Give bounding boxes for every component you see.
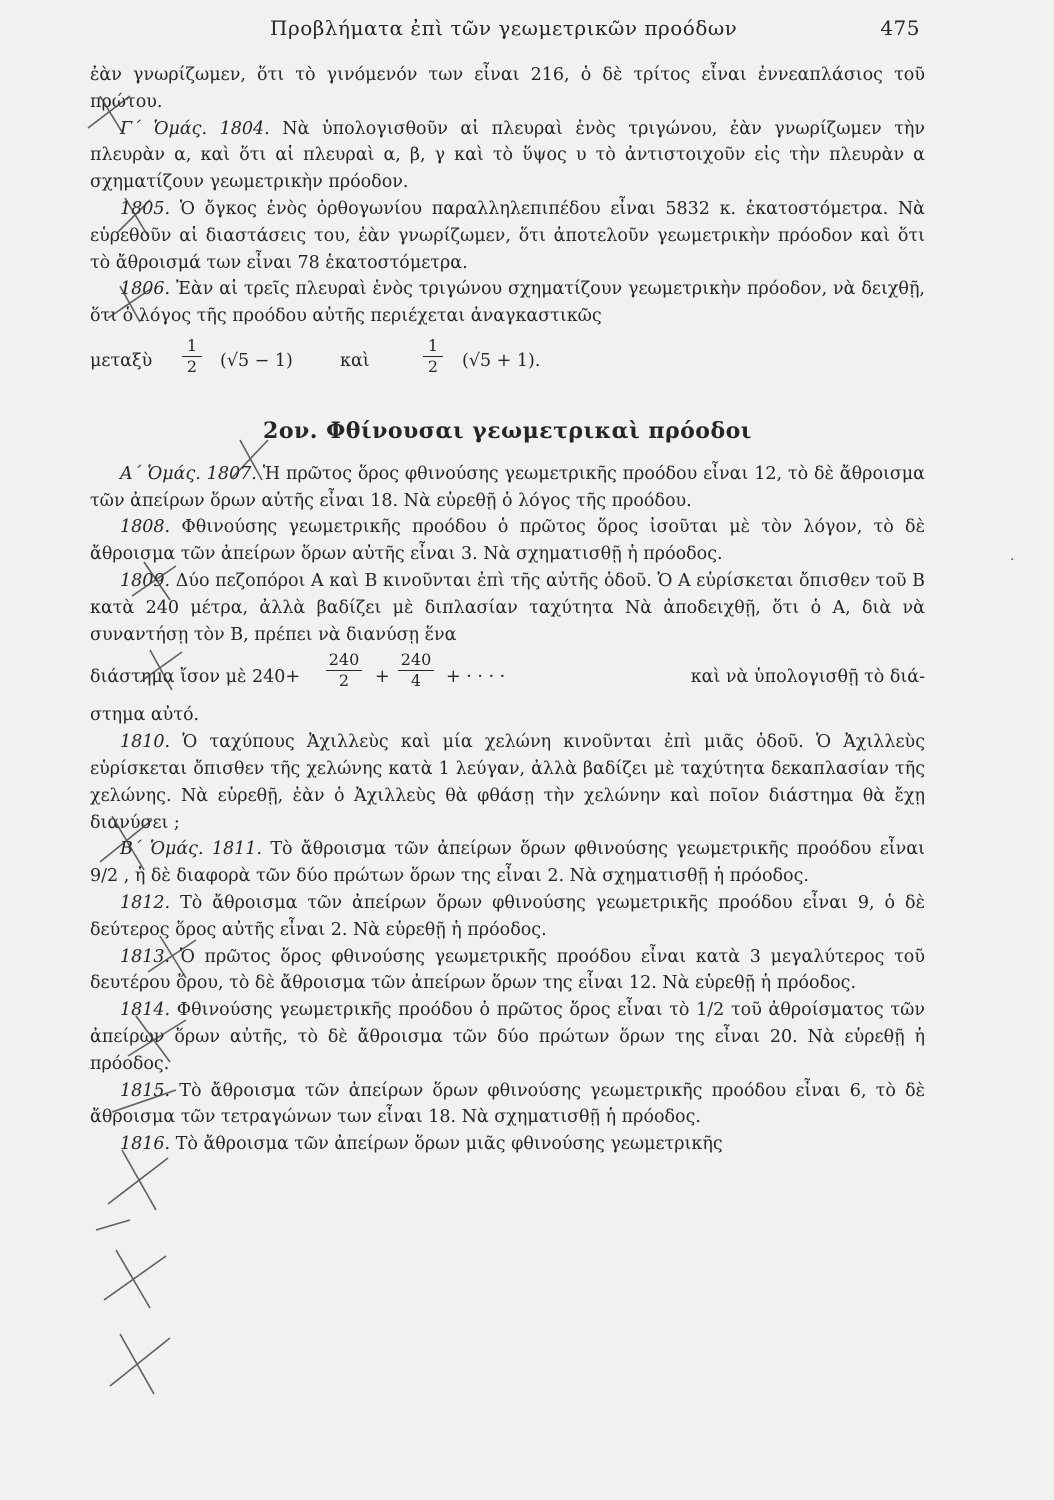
problem-number: 1814. — [120, 1000, 171, 1021]
math-word: καὶ — [340, 350, 370, 371]
problem-number: 1809. — [120, 570, 171, 591]
problem-number: Γ΄ Ὁμάς. 1804. — [120, 118, 270, 139]
problem-1808 — [90, 514, 925, 568]
problem-number: 1815. — [120, 1080, 171, 1101]
problem-text: Ἡ πρῶτος ὅρος φθινούσης γεωμετρικῆς προόδου εἶναι 12, τὸ δὲ ἄθροισμα τῶν ἀπείρων ὅρων αὐτῆς εἶναι 18. Νὰ εὑρεθῇ ὁ λόγος τῆς προόδου. — [90, 463, 925, 511]
fraction-denominator: 2 — [427, 356, 439, 376]
problem-text: Ὁ ταχύπους Ἀχιλλεὺς καὶ μία χελώνη κινοῦνται ἐπὶ μιᾶς ὁδοῦ. Ὁ Ἀχιλλεὺς εὑρίσκεται ὄπισθεν τῆς χελώνης κατὰ 1 λεύγαν, ἀλλὰ βαδίζει μὲ ταχύτητα δεκαπλασίαν τῆς χελώνης. Νὰ εὑρεθῇ, ἐὰν ὁ Ἀχιλλεὺς θὰ φθάσῃ τὴν χελώνην καὶ ποῖον διάστημα θὰ ἔχῃ διανύσει ; — [90, 732, 925, 833]
problem-1811 — [90, 836, 925, 890]
fraction — [398, 650, 434, 691]
math-text: καὶ νὰ ὑπολογισθῇ τὸ διά- — [690, 667, 925, 688]
math-operator: + — [375, 667, 390, 688]
problem-1804 — [90, 116, 925, 196]
problem-1807 — [90, 461, 925, 515]
problem-text: Ἐὰν αἱ τρεῖς πλευραὶ ἑνὸς τριγώνου σχηματίζουν γεωμετρικὴν πρόοδον, νὰ δειχθῇ, ὅτι ὁ λόγος τῆς προόδου αὐτῆς περιέχεται ἀναγκαστικῶς — [90, 279, 925, 327]
problem-1810 — [90, 729, 925, 836]
paragraph-continued: στημα αὐτό. — [90, 705, 200, 726]
problem-1815 — [90, 1078, 925, 1132]
fraction-numerator: 1 — [186, 335, 198, 355]
paragraph-continued: ἐὰν γνωρίζωμεν, ὅτι τὸ γινόμενόν των εἶναι 216, ὁ δὲ τρίτος εἶναι ἐννεαπλάσιος τοῦ πρώτου. — [90, 65, 925, 112]
problem-text: Νὰ ὑπολογισθοῦν αἱ πλευραὶ ἑνὸς τριγώνου, ἐὰν γνωρίζωμεν τὴν πλευρὰν α, καὶ ὅτι αἱ πλευραὶ α, β, γ καὶ τὸ ὕψος υ τὸ ἀντιστοιχοῦν εἰς τὴν πλευρὰν α σχηματίζουν γεωμετρικὴν πρόοδον. — [90, 118, 925, 193]
problem-number: 1806. — [120, 279, 171, 300]
running-title: Προβλήματα ἐπὶ τῶν γεωμετρικῶν προόδων — [270, 16, 738, 40]
fraction-denominator: 2 — [338, 671, 350, 691]
fraction — [182, 336, 202, 377]
pencil-mark — [108, 1150, 168, 1210]
math-expression: (√5 − 1) — [220, 350, 293, 371]
running-header — [90, 12, 920, 46]
problem-number: 1813. — [120, 946, 171, 967]
math-ellipsis: + · · · · — [446, 667, 506, 688]
problem-1809 — [90, 568, 925, 648]
formula-1809 — [90, 648, 925, 702]
problem-text: Τὸ ἄθροισμα τῶν ἀπείρων ὅρων μιᾶς φθινούσης γεωμετρικῆς — [175, 1134, 723, 1155]
problem-text: Ὁ πρῶτος ὅρος φθινούσης γεωμετρικῆς προόδου εἶναι κατὰ 3 μεγαλύτερος τοῦ δευτέρου ὅρου, τὸ δὲ ἄθροισμα τῶν ἀπείρων ὅρων της εἶναι 12. Νὰ εὑρεθῇ ἡ πρόοδος. — [90, 946, 925, 994]
problem-number: 1808. — [120, 517, 171, 538]
pencil-mark — [96, 1220, 130, 1230]
problem-number: Β΄ Ὁμάς. 1811. — [120, 839, 262, 860]
problem-number: Α΄ Ὁμάς. 1807. — [120, 463, 257, 484]
problem-text: Φθινούσης γεωμετρικῆς προόδου ὁ πρῶτος ὅρος ἰσοῦται μὲ τὸν λόγον, τὸ δὲ ἄθροισμα τῶν ἀπείρων ὅρων αὐτῆς εἶναι 3. Νὰ σχηματισθῇ ἡ πρόοδος. — [90, 517, 925, 565]
problem-1806 — [90, 276, 925, 330]
problem-text: Τὸ ἄθροισμα τῶν ἀπείρων ὅρων φθινούσης γεωμετρικῆς προόδου εἶναι 9/2 , ἡ δὲ διαφορὰ τῶν δύο πρώτων ὅρων της εἶναι 2. Νὰ σχηματισθῇ ἡ πρόοδος. — [90, 839, 925, 887]
problem-1816 — [90, 1131, 925, 1158]
problem-text: Τὸ ἄθροισμα τῶν ἀπείρων ὅρων φθινούσης γεωμετρικῆς προόδου εἶναι 9, ὁ δὲ δεύτερος ὅρος αὐτῆς εἶναι 2. Νὰ εὑρεθῇ ἡ πρόοδος. — [90, 892, 925, 940]
fraction-numerator: 1 — [427, 335, 439, 355]
pencil-mark — [104, 1250, 166, 1308]
math-text: διάστημα ἴσον μὲ 240+ — [90, 667, 301, 688]
page-number: 475 — [880, 16, 920, 40]
problem-number: 1816. — [120, 1134, 171, 1155]
math-word: μεταξὺ — [90, 350, 153, 371]
problem-number: 1812. — [120, 892, 171, 913]
problem-text: Τὸ ἄθροισμα τῶν ἀπείρων ὅρων φθινούσης γεωμετρικῆς προόδου εἶναι 6, τὸ δὲ ἄθροισμα τῶν τετραγώνων των εἶναι 18. Νὰ σχηματισθῇ ἡ πρόοδος. — [90, 1080, 925, 1128]
section-heading: 2ον. Φθίνουσαι γεωμετρικαὶ πρόοδοι — [263, 417, 752, 444]
fraction-denominator: 4 — [410, 671, 422, 691]
problem-text: Δύο πεζοπόροι Α καὶ Β κινοῦνται ἐπὶ τῆς αὐτῆς ὁδοῦ. Ὁ Α εὑρίσκεται ὄπισθεν τοῦ Β κατὰ 240 μέτρα, ἀλλὰ βαδίζει μὲ διπλασίαν ταχύτητα Νὰ ἀποδειχθῇ, ὅτι ὁ Α, διὰ νὰ συναντήσῃ τὸν Β, πρέπει νὰ διανύσῃ ἕνα — [90, 570, 925, 645]
fraction-numerator: 240 — [400, 650, 432, 670]
problem-text: Ὁ ὄγκος ἑνὸς ὀρθογωνίου παραλληλεπιπέδου εἶναι 5832 κ. ἑκατοστόμετρα. Νὰ εὑρεθοῦν αἱ διαστάσεις του, ἐὰν γνωρίζωμεν, ὅτι ἀποτελοῦν γεωμετρικὴν πρόοδον καὶ ὅτι τὸ ἄθροισμά των εἶναι 78 ἑκατοστόμετρα. — [90, 198, 925, 273]
problem-1813 — [90, 944, 925, 998]
formula-1806 — [90, 330, 925, 390]
fraction-numerator: 240 — [328, 650, 360, 670]
problem-text: Φθινούσης γεωμετρικῆς προόδου ὁ πρῶτος ὅρος εἶναι τὸ 1/2 τοῦ ἀθροίσματος τῶν ἀπείρων ὅρων αὐτῆς, τὸ δὲ ἄθροισμα τῶν δύο πρώτων ὅρων της εἶναι 20. Νὰ εὑρεθῇ ἡ πρόοδος. — [90, 1000, 925, 1074]
problem-number: 1805. — [120, 198, 171, 219]
fraction — [423, 336, 443, 377]
problem-1805 — [90, 196, 925, 276]
fraction — [326, 650, 362, 691]
fraction-denominator: 2 — [186, 356, 198, 376]
problem-1814 — [90, 997, 925, 1077]
margin-speck: · — [1010, 552, 1015, 568]
math-expression: (√5 + 1). — [462, 350, 541, 371]
problem-number: 1810. — [120, 732, 171, 753]
page-body — [90, 62, 925, 1158]
pencil-mark — [110, 1334, 170, 1394]
problem-1812 — [90, 890, 925, 944]
